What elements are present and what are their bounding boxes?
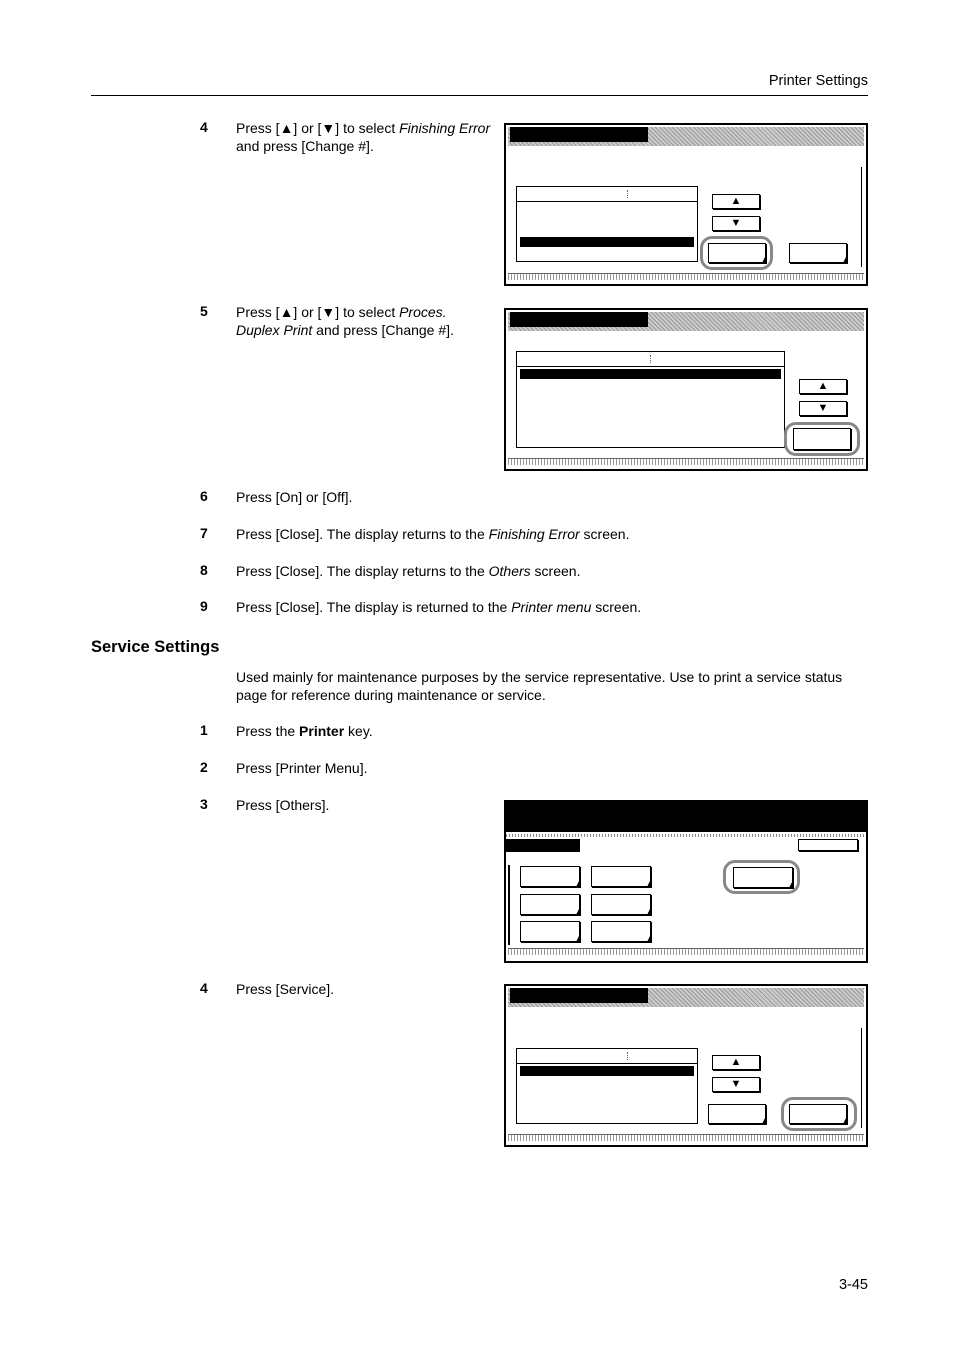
up-arrow-icon: ▲	[730, 1056, 742, 1068]
header-rule	[91, 95, 868, 96]
step-text: Press [▲] or [▼] to select Finishing Error and press [Change #].	[236, 120, 491, 154]
menu-button[interactable]	[520, 894, 580, 915]
change-button[interactable]	[708, 1104, 766, 1124]
highlight-circle	[784, 422, 860, 456]
scroll-up-button[interactable]	[712, 1055, 760, 1070]
step-text: Press [Printer Menu].	[236, 760, 368, 776]
down-arrow-icon: ▼	[817, 402, 829, 414]
screen-finishing-settings	[504, 308, 868, 471]
screen-top-bar	[506, 802, 866, 832]
close-button[interactable]	[789, 243, 847, 263]
down-arrow-icon: ▼	[730, 1078, 742, 1090]
highlight-circle	[700, 236, 773, 270]
page-number: 3-45	[838, 1277, 868, 1293]
step-number: 9	[200, 598, 208, 614]
running-header: Printer Settings	[768, 73, 868, 89]
step-text: Press [Close]. The display is returned to the Printer menu screen.	[236, 599, 642, 615]
screen-others	[504, 984, 868, 1147]
menu-button[interactable]	[591, 866, 651, 887]
scroll-down-button[interactable]	[799, 401, 847, 416]
step-number: 4	[200, 119, 208, 135]
step-text: Press [Close]. The display returns to the Finishing Error screen.	[236, 526, 630, 542]
down-arrow-icon: ▼	[730, 217, 742, 229]
step-text: Press [▲] or [▼] to select Proces. Duplex Print and press [Change #].	[236, 304, 454, 338]
screen-title-bar	[510, 988, 648, 1003]
step-text: Press [Service].	[236, 981, 335, 997]
scroll-up-button[interactable]	[799, 379, 847, 394]
step-number: 8	[200, 562, 208, 578]
scroll-down-button[interactable]	[712, 1077, 760, 1092]
up-arrow-icon: ▲	[817, 380, 829, 392]
highlight-circle	[781, 1097, 857, 1131]
step-text: Press the Printer key.	[236, 723, 373, 739]
menu-button[interactable]	[591, 894, 651, 915]
selected-row[interactable]	[520, 1066, 694, 1076]
scroll-down-button[interactable]	[712, 216, 760, 231]
step-number: 7	[200, 525, 208, 541]
step-number: 3	[200, 796, 208, 812]
screen-finishing-error-list	[504, 123, 868, 286]
step-number: 5	[200, 303, 208, 319]
screen-title-bar	[510, 312, 648, 327]
highlight-circle	[723, 860, 800, 894]
step-text: Press [Others].	[236, 797, 330, 813]
step-number: 6	[200, 488, 208, 504]
selected-row[interactable]	[520, 237, 694, 247]
menu-title-bar	[506, 839, 580, 852]
setting-list[interactable]	[516, 1048, 698, 1124]
section-heading: Service Settings	[91, 638, 220, 656]
setting-list[interactable]	[516, 186, 698, 262]
setting-list[interactable]	[516, 351, 785, 448]
menu-button[interactable]	[520, 921, 580, 942]
close-button[interactable]	[798, 839, 858, 851]
step-number: 1	[200, 722, 208, 738]
selected-row[interactable]	[520, 369, 781, 379]
step-number: 2	[200, 759, 208, 775]
step-number: 4	[200, 980, 208, 996]
section-intro: Used mainly for maintenance purposes by the service representative. Use to print a service status page for reference during maintenance or service.	[236, 669, 843, 703]
menu-button[interactable]	[520, 866, 580, 887]
step-text: Press [On] or [Off].	[236, 489, 353, 505]
menu-button[interactable]	[591, 921, 651, 942]
up-arrow-icon: ▲	[730, 195, 742, 207]
screen-printer-menu	[504, 800, 868, 963]
screen-title-bar	[510, 127, 648, 142]
scroll-up-button[interactable]	[712, 194, 760, 209]
step-text: Press [Close]. The display returns to the Others screen.	[236, 563, 581, 579]
